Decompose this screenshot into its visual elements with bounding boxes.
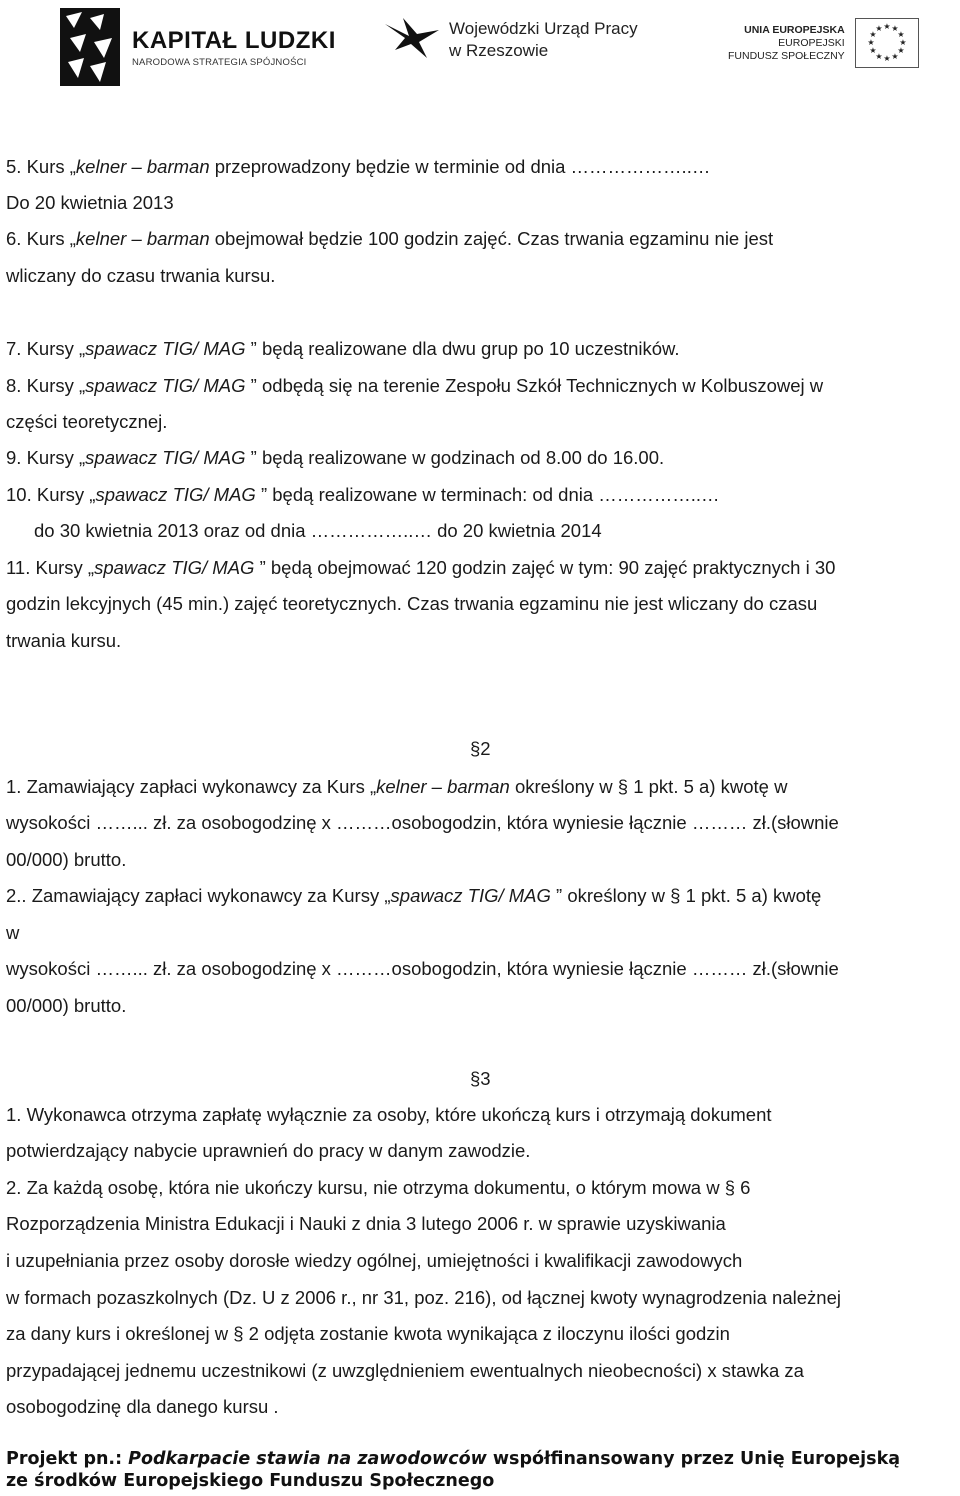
footer-line2: ze środków Europejskiego Funduszu Społecznego <box>6 1471 495 1491</box>
section-3-item-2-line4: w formach pozaszkolnych (Dz. U z 2006 r., nr 31, poz. 216), od łącznej kwoty wynagrodzenia należnej <box>6 1287 841 1308</box>
svg-text:★: ★ <box>897 46 905 55</box>
section-2-heading: §2 <box>470 738 491 759</box>
section-3-item-1: 1. Wykonawca otrzyma zapłatę wyłącznie za osoby, które ukończą kurs i otrzymają dokument <box>6 1104 772 1125</box>
kapital-ludzki-logo <box>60 8 336 86</box>
page-footer <box>6 1448 900 1492</box>
section-3-item-2: 2. Za każdą osobę, która nie ukończy kursu, nie otrzyma dokumentu, o którym mowa w § 6 <box>6 1177 751 1198</box>
kapital-ludzki-emblem <box>60 8 120 86</box>
wup-logo <box>383 14 638 65</box>
svg-text:★: ★ <box>867 38 875 47</box>
svg-text:★: ★ <box>899 38 907 47</box>
eu-logo <box>728 18 919 68</box>
paragraph-9: 9. Kursy „spawacz TIG/ MAG ” będą realizowane w godzinach od 8.00 do 16.00. <box>6 447 665 468</box>
paragraph-10-cont: do 30 kwietnia 2013 oraz od dnia ……………..… do 20 kwietnia 2014 <box>34 520 602 541</box>
section-2-item-1-cont: wysokości ……... zł. za osobogodzinę x ………osobogodzin, która wyniesie łącznie ……… zł.(słownie <box>6 812 839 833</box>
svg-text:★: ★ <box>869 30 877 39</box>
paragraph-11-cont: godzin lekcyjnych (45 min.) zajęć teoretycznych. Czas trwania egzaminu nie jest wliczany do czasu <box>6 593 818 614</box>
section-3-item-2-line6: przypadającej jednemu uczestnikowi (z uwzględnieniem ewentualnych nieobecności) x stawka za <box>6 1360 804 1381</box>
eu-line2: EUROPEJSKI <box>778 36 845 49</box>
svg-text:★: ★ <box>891 24 899 33</box>
paragraph-7: 7. Kursy „spawacz TIG/ MAG ” będą realizowane dla dwu grup po 10 uczestników. <box>6 338 680 359</box>
svg-text:★: ★ <box>897 30 905 39</box>
paragraph-5: 5. Kurs „kelner – barman przeprowadzony będzie w terminie od dnia ………………..… <box>6 156 711 177</box>
paragraph-6-cont: wliczany do czasu trwania kursu. <box>6 265 276 286</box>
section-2-item-1-end: 00/000) brutto. <box>6 849 127 870</box>
svg-text:★: ★ <box>875 52 883 61</box>
svg-text:★: ★ <box>875 24 883 33</box>
svg-text:★: ★ <box>883 54 891 63</box>
section-3-heading: §3 <box>470 1068 491 1089</box>
eu-line3: FUNDUSZ SPOŁECZNY <box>728 49 845 62</box>
section-2-item-2-cont: wysokości ……... zł. za osobogodzinę x ………osobogodzin, która wyniesie łącznie ……… zł.(słownie <box>6 958 839 979</box>
section-3-item-1-cont: potwierdzający nabycie uprawnień do pracy w danym zawodzie. <box>6 1140 531 1161</box>
kapital-ludzki-subtitle: NARODOWA STRATEGIA SPÓJNOŚCI <box>132 56 307 68</box>
footer-line1: Projekt pn.: Podkarpacie stawia na zawodowców współfinansowany przez Unię Europejską <box>6 1449 901 1469</box>
section-3-item-2-line2: Rozporządzenia Ministra Edukacji i Nauki z dnia 3 lutego 2006 r. w sprawie uzyskiwania <box>6 1213 726 1234</box>
paragraph-11: 11. Kursy „spawacz TIG/ MAG ” będą obejmować 120 godzin zajęć w tym: 90 zajęć praktycznych i 30 <box>6 557 836 578</box>
svg-text:★: ★ <box>891 52 899 61</box>
section-2-item-1: 1. Zamawiający zapłaci wykonawcy za Kurs „kelner – barman określony w § 1 pkt. 5 a) kwotę w <box>6 776 788 797</box>
paragraph-5-date: Do 20 kwietnia 2013 <box>6 192 174 213</box>
paragraph-8: 8. Kursy „spawacz TIG/ MAG ” odbędą się na terenie Zespołu Szkół Technicznych w Kolbuszowej w <box>6 375 824 396</box>
paragraph-11-end: trwania kursu. <box>6 630 122 651</box>
section-3-item-2-line5: za dany kurs i określonej w § 2 odjęta zostanie kwota wynikająca z iloczynu ilości godzin <box>6 1323 730 1344</box>
wup-name-line2: w Rzeszowie <box>449 40 549 60</box>
section-3-item-2-line7: osobogodzinę dla danego kursu . <box>6 1396 279 1417</box>
svg-text:★: ★ <box>883 22 891 31</box>
wup-bird-icon <box>383 14 441 65</box>
paragraph-8-cont: części teoretycznej. <box>6 411 168 432</box>
page-header <box>0 0 960 110</box>
section-2-item-2: 2.. Zamawiający zapłaci wykonawcy za Kursy „spawacz TIG/ MAG ” określony w § 1 pkt. 5 a) kwotę <box>6 885 822 906</box>
eu-line1: UNIA EUROPEJSKA <box>744 23 845 36</box>
svg-text:★: ★ <box>869 46 877 55</box>
section-3-item-2-line3: i uzupełniania przez osoby dorosłe wiedzy ogólnej, umiejętności i kwalifikacji zawodowych <box>6 1250 743 1271</box>
paragraph-10: 10. Kursy „spawacz TIG/ MAG ” będą realizowane w terminach: od dnia ……………..… <box>6 484 720 505</box>
eu-flag-icon <box>855 18 919 68</box>
kapital-ludzki-title: KAPITAŁ LUDZKI <box>132 26 336 54</box>
section-2-item-2-end: 00/000) brutto. <box>6 995 127 1016</box>
paragraph-6: 6. Kurs „kelner – barman obejmował będzie 100 godzin zajęć. Czas trwania egzaminu nie jest <box>6 228 774 249</box>
section-2-item-2-w: w <box>6 922 20 943</box>
wup-name-line1: Wojewódzki Urząd Pracy <box>449 18 638 38</box>
